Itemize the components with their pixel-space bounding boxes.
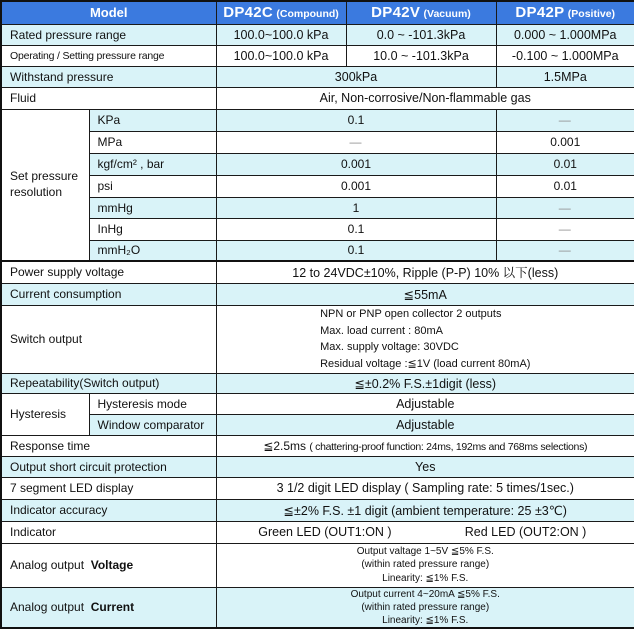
resolution-unit-mmhg: mmHg (89, 197, 216, 218)
resolution-mpa-dp42c-v: — (216, 131, 496, 153)
row-operating-pressure-range (1, 45, 634, 66)
row-indicator-accuracy (1, 499, 634, 521)
power-supply-label: Power supply voltage (1, 261, 216, 283)
resolution-unit-mpa: MPa (89, 131, 216, 153)
resolution-unit-kpa: KPa (89, 109, 216, 131)
indicator-label: Indicator (1, 521, 216, 543)
resolution-psi-dp42c-v: 0.001 (216, 175, 496, 197)
analog-voltage-label-type: Voltage (90, 558, 134, 572)
model-label: Model (89, 5, 128, 21)
switch-output-line-1: NPN or PNP open collector 2 outputs (320, 308, 502, 320)
current-consumption-label: Current consumption (1, 283, 216, 305)
withstand-label: Withstand pressure (1, 66, 216, 87)
row-resolution-mmhg (1, 197, 634, 218)
row-fluid (1, 87, 634, 109)
header-row (1, 1, 634, 24)
analog-voltage-line-1: Output valtage 1~5V ≦5% F.S. (356, 546, 494, 558)
fluid-value: Air, Non-corrosive/Non-flammable gas (216, 87, 634, 109)
analog-voltage-value (216, 543, 634, 587)
row-current-consumption (1, 283, 634, 305)
response-time-main: ≦2.5ms (263, 438, 306, 453)
window-comparator-value: Adjustable (216, 414, 634, 435)
resolution-kpa-dp42c-v: 0.1 (216, 109, 496, 131)
row-indicator (1, 521, 634, 543)
analog-current-label-type: Current (90, 600, 135, 615)
led-display-label: 7 segment LED display (1, 477, 216, 499)
resolution-kpa-dp42p: — (496, 109, 634, 131)
model-qualifier-dp42c: (Compound) (276, 8, 339, 21)
row-withstand-pressure (1, 66, 634, 87)
analog-current-value (216, 587, 634, 628)
analog-voltage-label (1, 543, 216, 587)
resolution-mmh2o-dp42c-v: 0.1 (216, 240, 496, 261)
resolution-inhg-dp42c-v: 0.1 (216, 218, 496, 240)
hysteresis-mode-label: Hysteresis mode (89, 393, 216, 414)
resolution-kgf-dp42c-v: 0.001 (216, 153, 496, 175)
resolution-unit-mmh2o: mmH₂O (89, 240, 216, 261)
resolution-mmhg-dp42p: — (496, 197, 634, 218)
withstand-dp42c-dp42v: 300kPa (216, 66, 496, 87)
resolution-psi-dp42p: 0.01 (496, 175, 634, 197)
current-consumption-value: ≦55mA (216, 283, 634, 305)
row-switch-output (1, 305, 634, 373)
row-resolution-kpa (1, 109, 634, 131)
rated-dp42c: 100.0~100.0 kPa (216, 24, 346, 45)
repeatability-value: ≦±0.2% F.S.±1digit (less) (216, 373, 634, 393)
operating-dp42p: -0.100 ~ 1.000MPa (496, 45, 634, 66)
row-resolution-mpa (1, 131, 634, 153)
resolution-label (1, 109, 89, 261)
switch-output-line-4: Residual voltage :≦1V (load current 80mA) (320, 357, 531, 370)
column-header-dp42p (496, 1, 634, 24)
rated-dp42p: 0.000 ~ 1.000MPa (496, 24, 634, 45)
switch-output-lines (320, 306, 530, 372)
indicator-accuracy-label: Indicator accuracy (1, 499, 216, 521)
model-header-cell (1, 1, 216, 24)
model-name-dp42c: DP42C (223, 4, 274, 22)
model-name-dp42v: DP42V (371, 4, 421, 22)
model-qualifier-dp42v: (Vacuum) (423, 8, 471, 21)
row-power-supply (1, 261, 634, 283)
rated-label: Rated pressure range (1, 24, 216, 45)
hysteresis-mode-value: Adjustable (216, 393, 634, 414)
indicator-accuracy-value: ≦±2% F.S. ±1 digit (ambient temperature: 25 ±3℃) (216, 499, 634, 521)
resolution-unit-inhg: InHg (89, 218, 216, 240)
analog-voltage-label-prefix: Analog output (10, 558, 85, 572)
response-time-value (216, 435, 634, 456)
led-display-value: 3 1/2 digit LED display ( Sampling rate: 5 times/1sec.) (216, 477, 634, 499)
indicator-value (216, 521, 634, 543)
operating-dp42v: 10.0 ~ -101.3kPa (346, 45, 496, 66)
power-supply-value: 12 to 24VDC±10%, Ripple (P-P) 10% 以下(less) (216, 261, 634, 283)
resolution-mpa-dp42p: 0.001 (496, 131, 634, 153)
repeatability-label: Repeatability(Switch output) (1, 373, 216, 393)
fluid-label: Fluid (1, 87, 216, 109)
row-window-comparator (1, 414, 634, 435)
response-time-label: Response time (1, 435, 216, 456)
response-time-note: ( chattering-proof function: 24ms, 192ms and 768ms selections) (309, 440, 588, 453)
analog-current-line-2: (within rated pressure range) (361, 601, 490, 613)
analog-current-label (1, 587, 216, 628)
row-hysteresis-mode (1, 393, 634, 414)
row-repeatability (1, 373, 634, 393)
resolution-label-line1: Set pressure (10, 169, 79, 184)
column-header-dp42c (216, 1, 346, 24)
indicator-green-led: Green LED (OUT1:ON ) (258, 525, 392, 539)
switch-output-line-2: Max. load current : 80mA (320, 324, 443, 337)
column-header-dp42v (346, 1, 496, 24)
resolution-kgf-dp42p: 0.01 (496, 153, 634, 175)
analog-current-label-prefix: Analog output (10, 600, 85, 615)
resolution-mmh2o-dp42p: — (496, 240, 634, 261)
switch-output-label: Switch output (1, 305, 216, 373)
row-resolution-mmh2o (1, 240, 634, 261)
switch-output-line-3: Max. supply voltage: 30VDC (320, 341, 459, 353)
analog-current-line-1: Output current 4~20mA ≦5% F.S. (350, 588, 500, 600)
operating-dp42c: 100.0~100.0 kPa (216, 45, 346, 66)
row-analog-voltage (1, 543, 634, 587)
switch-output-value (216, 305, 634, 373)
rated-dp42v: 0.0 ~ -101.3kPa (346, 24, 496, 45)
model-name-dp42p: DP42P (515, 4, 565, 22)
row-resolution-kgf (1, 153, 634, 175)
row-rated-pressure-range (1, 24, 634, 45)
resolution-unit-psi: psi (89, 175, 216, 197)
hysteresis-label: Hysteresis (1, 393, 89, 435)
row-response-time (1, 435, 634, 456)
resolution-label-line2: resolution (10, 184, 63, 199)
resolution-unit-kgf: kgf/cm² , bar (89, 153, 216, 175)
operating-label: Operating / Setting pressure range (1, 45, 216, 66)
analog-voltage-line-3: Linearity: ≦1% F.S. (382, 572, 469, 584)
resolution-mmhg-dp42c-v: 1 (216, 197, 496, 218)
row-short-circuit (1, 456, 634, 477)
withstand-dp42p: 1.5MPa (496, 66, 634, 87)
row-analog-current (1, 587, 634, 628)
analog-current-line-3: Linearity: ≦1% F.S. (382, 614, 469, 626)
analog-voltage-line-2: (within rated pressure range) (361, 559, 490, 571)
row-resolution-inhg (1, 218, 634, 240)
short-circuit-value: Yes (216, 456, 634, 477)
row-resolution-psi (1, 175, 634, 197)
short-circuit-label: Output short circuit protection (1, 456, 216, 477)
resolution-inhg-dp42p: — (496, 218, 634, 240)
row-led-display (1, 477, 634, 499)
window-comparator-label: Window comparator (89, 414, 216, 435)
indicator-red-led: Red LED (OUT2:ON ) (464, 525, 587, 539)
model-qualifier-dp42p: (Positive) (567, 8, 616, 21)
